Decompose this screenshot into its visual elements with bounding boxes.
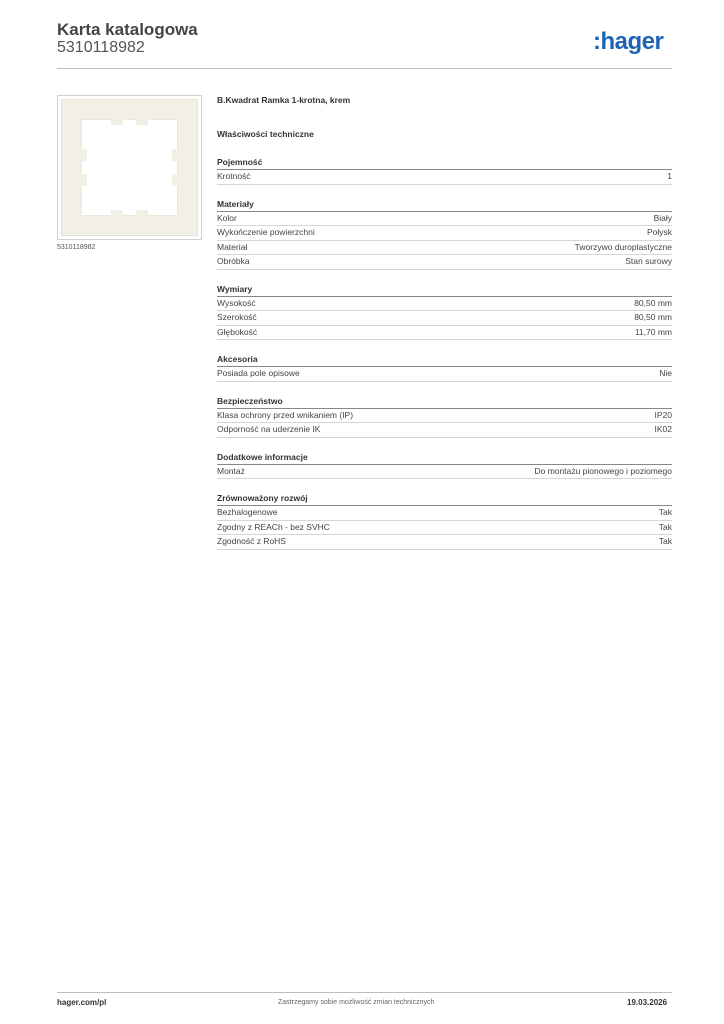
spec-label: Głębokość [217,326,258,337]
hager-logo: :hager [593,28,664,55]
section-title: Pojemność [217,157,672,170]
section-title: Akcesoria [217,354,672,367]
spec-row [217,506,672,521]
frame-clip [136,210,148,216]
frame-opening [81,119,178,216]
spec-row [217,326,672,341]
spec-value: IP20 [654,409,672,420]
header-divider [57,68,672,69]
spec-label: Krotność [217,171,251,181]
spec-label: Wykończenie powierzchni [217,227,315,237]
logo-text: hager [600,28,664,55]
spec-content [217,95,672,550]
section-title: Bezpieczeństwo [217,396,672,409]
footer-website: hager.com/pl [57,998,107,1007]
spec-row [217,226,672,241]
spec-value: Tak [658,521,672,532]
spec-row [217,212,672,227]
spec-label: Szerokość [217,312,257,322]
spec-label: Bezhalogenowe [217,507,278,517]
spec-value: 11,70 mm [634,326,672,337]
spec-label: Materiał [217,241,248,252]
spec-value: Biały [653,212,672,223]
spec-label: Kolor [217,212,237,223]
spec-label: Odporność na uderzenie IK [217,424,321,434]
spec-label: Wysokość [217,297,256,308]
spec-label: Posiada pole opisowe [217,368,300,378]
spec-value: Do montażu pionowego i poziomego [534,465,672,476]
frame-clip [172,174,178,186]
spec-row [217,535,672,550]
spec-value: 80,50 mm [634,297,672,308]
spec-row [217,255,672,270]
page-title: Karta katalogowa [57,20,198,39]
product-image [57,95,202,240]
footer-date: 19.03.2026 [627,998,668,1007]
spec-row [217,521,672,536]
spec-section [217,493,672,550]
footer-disclaimer: Zastrzegamy sobie możliwość zmian technicznych [278,999,435,1006]
footer-divider [57,992,672,993]
product-name: B.Kwadrat Ramka 1-krotna, krem [217,95,351,105]
spec-section [217,396,672,438]
section-title: Wymiary [217,284,672,297]
spec-sections [217,157,672,550]
frame-clip [172,149,178,161]
spec-row [217,423,672,438]
frame-clip [111,210,123,216]
spec-value: Połysk [646,227,672,237]
spec-row [217,367,672,382]
frame-clip [81,149,87,161]
spec-label: Zgodny z REACh - bez SVHC [217,521,330,532]
spec-row [217,170,672,185]
section-title: Dodatkowe informacje [217,452,672,465]
spec-label: Klasa ochrony przed wnikaniem (IP) [217,409,354,420]
spec-value: Nie [659,368,672,378]
product-code: 5310118982 [57,39,145,56]
spec-row [217,311,672,326]
section-title: Zrównoważony rozwój [217,493,672,506]
spec-section [217,284,672,341]
spec-label: Obróbka [217,256,250,266]
spec-value: 80,50 mm [634,312,672,322]
spec-section [217,354,672,382]
frame-illustration [61,99,198,236]
frame-clip [81,174,87,186]
spec-label: Zgodność z RoHS [217,536,286,546]
spec-row [217,465,672,480]
spec-value: Tworzywo duroplastyczne [574,241,672,252]
spec-row [217,409,672,424]
image-caption: 5310118982 [57,244,96,251]
frame-clip [111,119,123,125]
spec-section [217,199,672,270]
spec-value: Tak [658,536,672,546]
spec-value: 1 [667,171,672,181]
spec-value: Tak [658,507,672,517]
spec-value: IK02 [654,424,672,434]
section-title: Materiały [217,199,672,212]
spec-row [217,241,672,256]
spec-value: Stan surowy [625,256,672,266]
spec-label: Montaż [217,465,245,476]
properties-title: Właściwości techniczne [217,129,314,139]
spec-section [217,157,672,185]
frame-clip [136,119,148,125]
spec-row [217,297,672,312]
spec-section [217,452,672,480]
